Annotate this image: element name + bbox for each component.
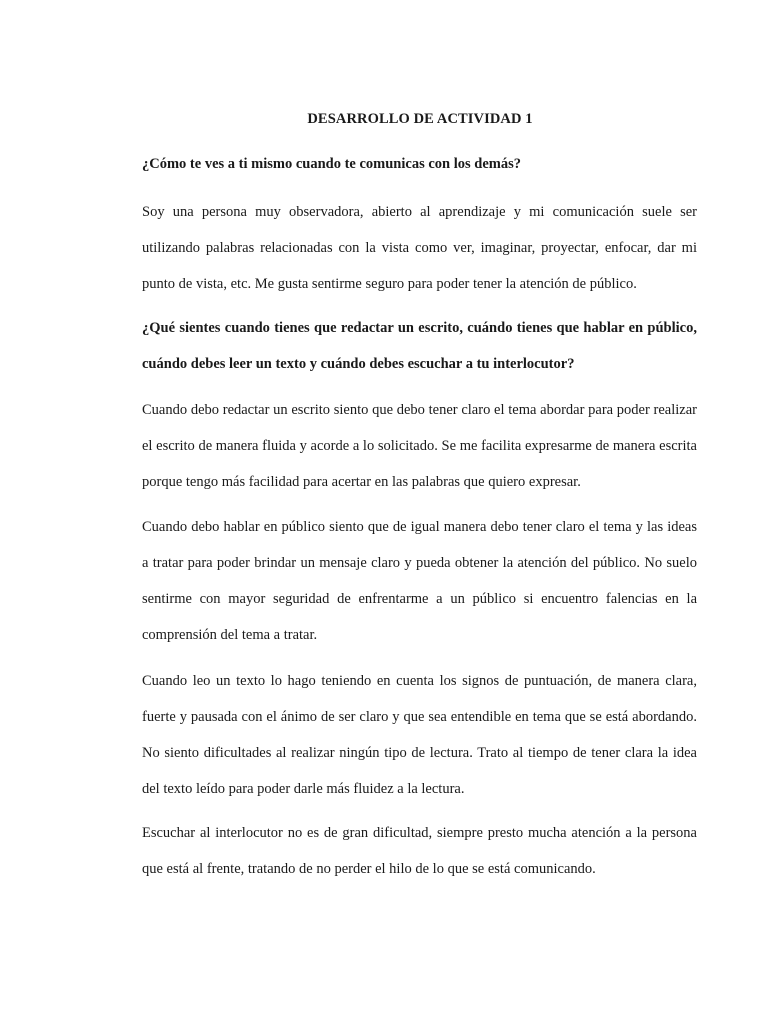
answer-writing-paragraph: Cuando debo redactar un escrito siento que debo tener claro el tema abordar para poder realizar el escrito de manera fluida y acorde a lo solicitado. Se me facilita expresarme de manera escrita porque tengo más facilidad para acertar en las palabras que quiero expresar. [142,402,697,490]
answer-speaking-paragraph: Cuando debo hablar en público siento que de igual manera debo tener claro el tema y las ideas a tratar para poder brindar un mensaje claro y pueda obtener la atención del público. No suelo sentirme con mayor seguridad de enfrentarme a un público si encuentro falencias en la comprensión del tema a tratar. [142,519,697,643]
answer-reading-paragraph: Cuando leo un texto lo hago teniendo en cuenta los signos de puntuación, de manera clara, fuerte y pausada con el ánimo de ser claro y que sea entendible en tema que se está abordando. No siento dificultades al realizar ningún tipo de lectura. Trato al tiempo de tener clara la idea del texto leído para poder darle más fluidez a la lectura. [142,673,697,797]
question-1: ¿Cómo te ves a ti mismo cuando te comunicas con los demás? [142,156,521,172]
document-title: DESARROLLO DE ACTIVIDAD 1 [307,111,533,127]
answer-1-paragraph: Soy una persona muy observadora, abierto al aprendizaje y mi comunicación suele ser utilizando palabras relacionadas con la vista como ver, imaginar, proyectar, enfocar, dar mi punto de vista, etc. Me gusta sentirme seguro para poder tener la atención de público. [142,204,697,292]
answer-listening-paragraph: Escuchar al interlocutor no es de gran dificultad, siempre presto mucha atención a la persona que está al frente, tratando de no perder el hilo de lo que se está comunicando. [142,825,697,877]
question-2: ¿Qué sientes cuando tienes que redactar un escrito, cuándo tienes que hablar en público, cuándo debes leer un texto y cuándo debes escuchar a tu interlocutor? [142,320,697,372]
